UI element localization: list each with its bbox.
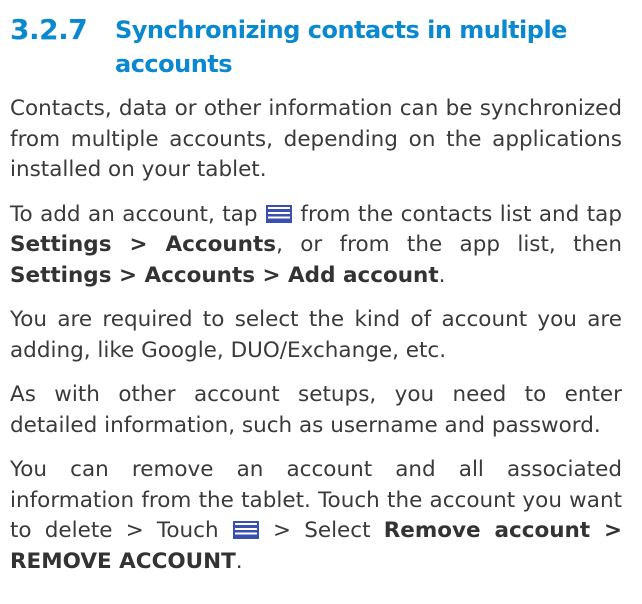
section-title: Synchronizing contacts in multiple accounts bbox=[115, 16, 567, 78]
section-number: 3.2.7 bbox=[10, 13, 88, 46]
remove-account-paragraph bbox=[10, 455, 622, 577]
add-account-path: Settings > Accounts > Add account bbox=[10, 262, 439, 288]
intro-paragraph: Contacts, data or other information can be synchronized from multiple accounts, depending on the applications installed on your tablet. bbox=[10, 96, 622, 182]
account-details-paragraph: As with other account setups, you need to enter detailed information, such as username and password. bbox=[10, 382, 622, 438]
menu-icon bbox=[266, 202, 292, 220]
text-run: . bbox=[438, 262, 446, 288]
text-run: from the contacts list and tap bbox=[292, 201, 622, 227]
text-run: , or from the app list, then bbox=[276, 232, 622, 257]
text-run: . bbox=[235, 548, 243, 574]
remove-account-path: Remove account > REMOVE ACCOUNT bbox=[10, 518, 622, 574]
section-body bbox=[10, 94, 622, 591]
text-run: > Select bbox=[259, 518, 384, 543]
text-run: You can remove an account and all associated information from the tablet. Touch the account you want to delete > Touch bbox=[10, 457, 622, 543]
account-kind-paragraph: You are required to select the kind of account you are adding, like Google, DUO/Exchange, etc. bbox=[10, 307, 622, 363]
menu-icon bbox=[233, 518, 259, 536]
settings-accounts-path: Settings > Accounts bbox=[10, 232, 277, 257]
add-account-paragraph bbox=[10, 200, 622, 292]
text-run: To add an account, tap bbox=[10, 201, 265, 227]
